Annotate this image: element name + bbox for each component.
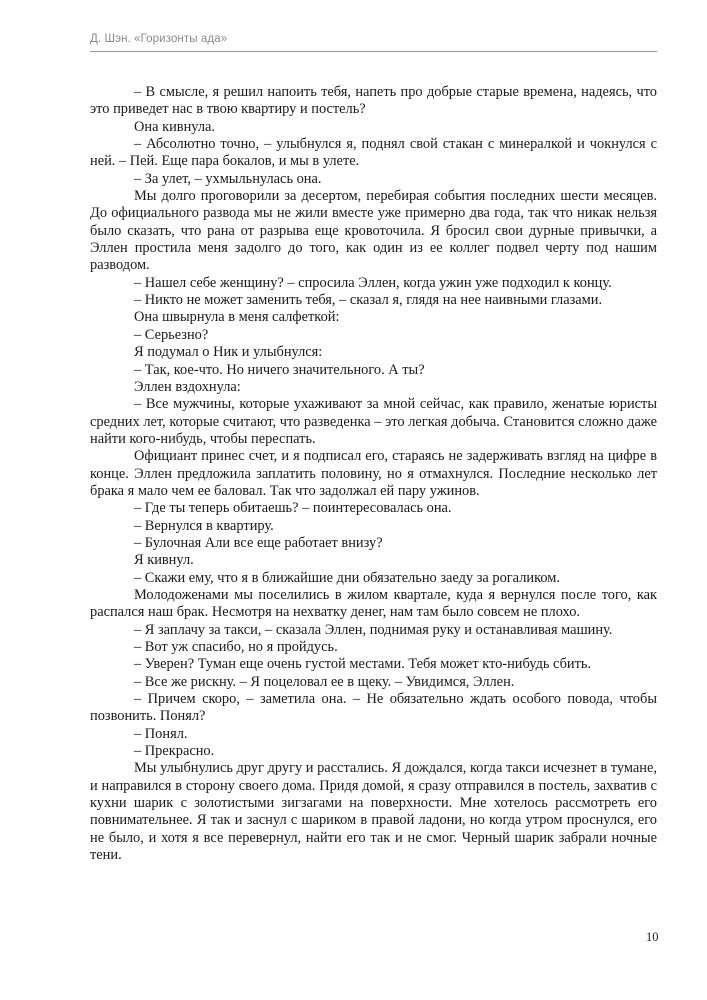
- paragraph: – Вот уж спасибо, но я пройдусь.: [134, 639, 338, 655]
- paragraph: – Серьезно?: [134, 326, 209, 343]
- paragraph: – Прекрасно.: [134, 743, 215, 760]
- paragraph: – Где ты теперь обитаешь? – поинтересовалась она.: [134, 500, 452, 517]
- paragraph: – Абсолютно точно, – улыбнулся я, поднял свой стакан с минералкой и чокнулся с ней. – Пей. Еще пара бокалов, и мы в улете.: [90, 136, 657, 170]
- paragraph: – Я заплачу за такси, – сказала Эллен, поднимая руку и останавливая машину.: [134, 621, 613, 638]
- paragraph: Официант принес счет, и я подписал его, стараясь не задерживать взгляд на цифре в конце. Эллен предложила заплатить половину, но я отмахнулся. Последние несколько лет брака я мало чем ее баловал. Так что задолжал ей пару ужинов.: [90, 448, 657, 499]
- paragraph: – Так, кое-что. Но ничего значительного. А ты?: [134, 361, 425, 378]
- paragraph: Она швырнула в меня салфеткой:: [134, 309, 340, 326]
- paragraph: – Вернулся в квартиру.: [134, 517, 274, 534]
- paragraph: Я кивнул.: [134, 552, 194, 569]
- paragraph: – За улет, – ухмыльнулась она.: [134, 170, 322, 187]
- paragraph: – Понял.: [134, 725, 188, 742]
- paragraph: – Уверен? Туман еще очень густой местами. Тебя может кто-нибудь сбить.: [134, 656, 592, 673]
- paragraph: Я подумал о Ник и улыбнулся:: [134, 344, 323, 361]
- paragraph: – Скажи ему, что я в ближайшие дни обязательно заеду за рогаликом.: [134, 569, 560, 586]
- header-divider: [90, 51, 657, 52]
- paragraph: Мы улыбнулись друг другу и расстались. Я дождался, когда такси исчезнет в тумане, и направился в сторону своего дома. Придя домой, я сразу отправился в постель, захватив с кухни шарик с золотистыми зигзагами на поверхности. Мне хотелось рассмотреть его повнимательнее. Я так и заснул с шариком в правой ладони, но когда утром проснулся, его не было, и хотя я все перевернул, найти его так и не смог. Черный шарик забрали ночные тени.: [90, 760, 657, 864]
- page-number: 10: [646, 930, 659, 944]
- running-header: Д. Шэн. «Горизонты ада»: [90, 33, 228, 45]
- paragraph: Она кивнула.: [134, 118, 215, 135]
- paragraph: – В смысле, я решил напоить тебя, напеть про добрые старые времена, надеясь, что это приведет нас в твою квартиру и постель?: [90, 84, 657, 118]
- paragraph: – Нашел себе женщину? – спросила Эллен, когда ужин уже подходил к концу.: [134, 274, 612, 291]
- paragraph: Эллен вздохнула:: [134, 378, 241, 395]
- paragraph: Молодоженами мы поселились в жилом квартале, куда я вернулся после того, как распался наш брак. Несмотря на нехватку денег, нам там было совсем не плохо.: [90, 586, 657, 621]
- paragraph: – Никто не может заменить тебя, – сказал я, глядя на нее наивными глазами.: [134, 292, 603, 309]
- paragraph: – Все же рискну. – Я поцеловал ее в щеку. – Увидимся, Эллен.: [134, 673, 515, 690]
- page-body: [90, 84, 657, 864]
- paragraph: Мы долго проговорили за десертом, перебирая события последних шести месяцев. До официального развода мы не жили вместе уже примерно два года, так что никак нельзя было сказать, что рана от разрыва еще кровоточила. Я бросил свои дурные привычки, а Эллен простила меня задолго до того, как один из ее коллег подвел черту под нашим разводом.: [90, 188, 657, 274]
- paragraph: – Булочная Али все еще работает внизу?: [134, 534, 383, 551]
- paragraph: – Все мужчины, которые ухаживают за мной сейчас, как правило, женатые юристы средних лет, которые считают, что разведенка – это легкая добыча. Становится сложно даже найти кого-нибудь, чтобы переспать.: [90, 396, 657, 447]
- paragraph: – Причем скоро, – заметила она. – Не обязательно ждать особого повода, чтобы позвонить. Понял?: [90, 691, 657, 725]
